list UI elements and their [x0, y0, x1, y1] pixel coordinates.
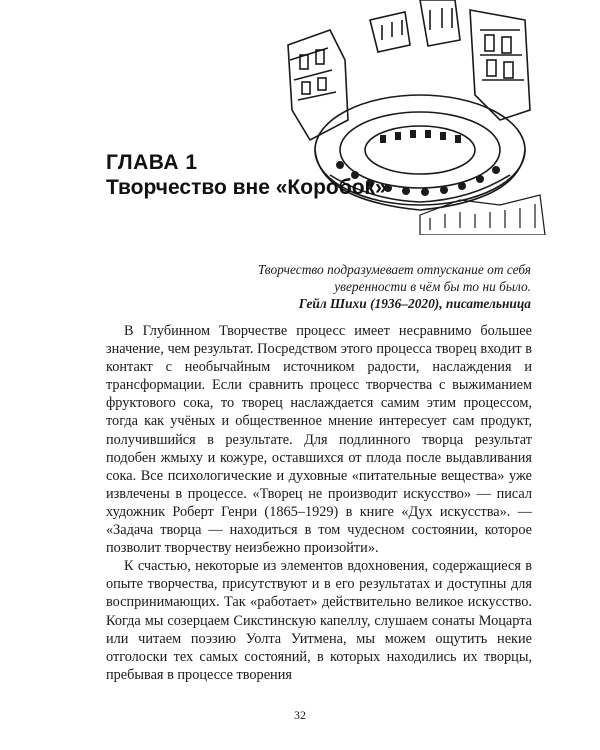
epigraph-line: уверенности в чём бы то ни было. [334, 279, 531, 294]
paragraph: В Глубинном Творчестве процесс имеет несравнимо большее значение, чем результат. Посредством этого процесса творец входит в контакт с необычайным источником радости, наслаждения и трансформации. Если сравнить процесс творчества с выжиманием фруктового сока, то творец наслаждается самим этим процессом, тогда как учёных и общественное мнение интересует сам продукт, получившийся в результате. Для подлинного творца результат подобен жмыху и кожуре, оставшихся от плода после выдавливания сока. Все психологические и духовные «питательные вещества» уже извлечены в процессе. «Творец не производит искусство» — писал художник Роберт Генри (1865–1929) в книге «Дух искусства». — «Задача творца — находиться в том чудесном состоянии, которое позволит творчеству неизбежно произойти». [106, 323, 532, 557]
chapter-title: Творчество вне «Коробок» [106, 176, 387, 199]
chapter-number: ГЛАВА 1 [106, 151, 198, 174]
epigraph [111, 261, 531, 312]
page-number: 32 [294, 708, 306, 722]
chapter-heading [106, 150, 387, 200]
epigraph-author: Гейл Шихи (1936–2020), писательница [298, 296, 531, 311]
epigraph-line: Творчество подразумевает отпускание от себя [257, 262, 531, 277]
paragraph: К счастью, некоторые из элементов вдохновения, содержащиеся в опыте творчества, присутствуют и в его результатах и доступны для воспринимающих. Так «работает» действительно великое искусство. Когда мы созерцаем Сикстинскую капеллу, слушаем сонаты Моцарта или читаем поэзию Уолта Уитмена, мы можем ощутить некие отголоски тех самых состояний, в которых находились их творцы, пребывая в процессе творения [106, 558, 532, 683]
body-text [106, 322, 532, 684]
